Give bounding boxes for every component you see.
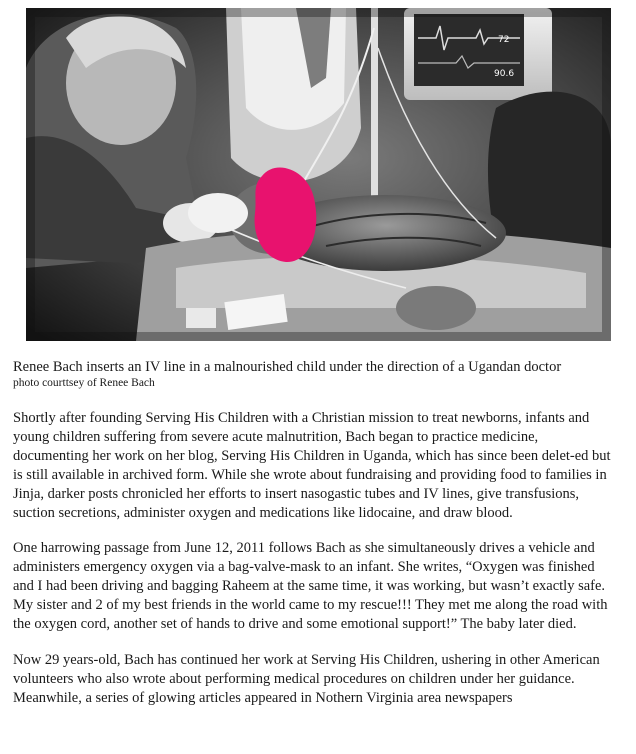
photo-illustration [26,8,611,341]
photo-caption: Renee Bach inserts an IV line in a malnourished child under the direction of a Ugandan doctor [13,359,562,375]
article-body [13,409,615,725]
article-paragraph: One harrowing passage from June 12, 2011 follows Bach as she simultaneously drives a vehicle and administers emergency oxygen via a bag-valve-mask to an infant. She writes, “Oxygen was finished and I had been driving and bagging Raheem at the same time, it was working, but wasn’t exactly safe. My sister and 2 of my best friends in the world came to my rescue!!! They met me along the road with the oxygen cord, another set of hands to drive and some emotional support!” The baby later died. [13,540,608,633]
photo-credit: photo courttsey of Renee Bach [13,377,155,389]
monitor-reading-1: 72 [498,35,510,45]
article-photo [26,8,611,341]
article-paragraph: Shortly after founding Serving His Children with a Christian mission to treat newborns, infants and young children suffering from severe acute malnutrition, Bach began to practice medicine, documenting her work on her blog, Serving His Children in Uganda, which has since been delet-ed but is still available in archived form. While she wrote about fundraising and providing food to families in Jinja, darker posts chronicled her efforts to insert nasogastic tubes and IV lines, give transfusions, suction secretions, administer oxygen and medications like lidocaine, and draw blood. [13,410,611,521]
monitor-reading-2: 90.6 [494,69,515,79]
article-paragraph: Now 29 years-old, Bach has continued her work at Serving His Children, ushering in other American volunteers who also wrote about performing medical procedures on children under her guidance. Meanwhile, a series of glowing articles appeared in Nothern Virginia area newspapers [13,651,600,706]
